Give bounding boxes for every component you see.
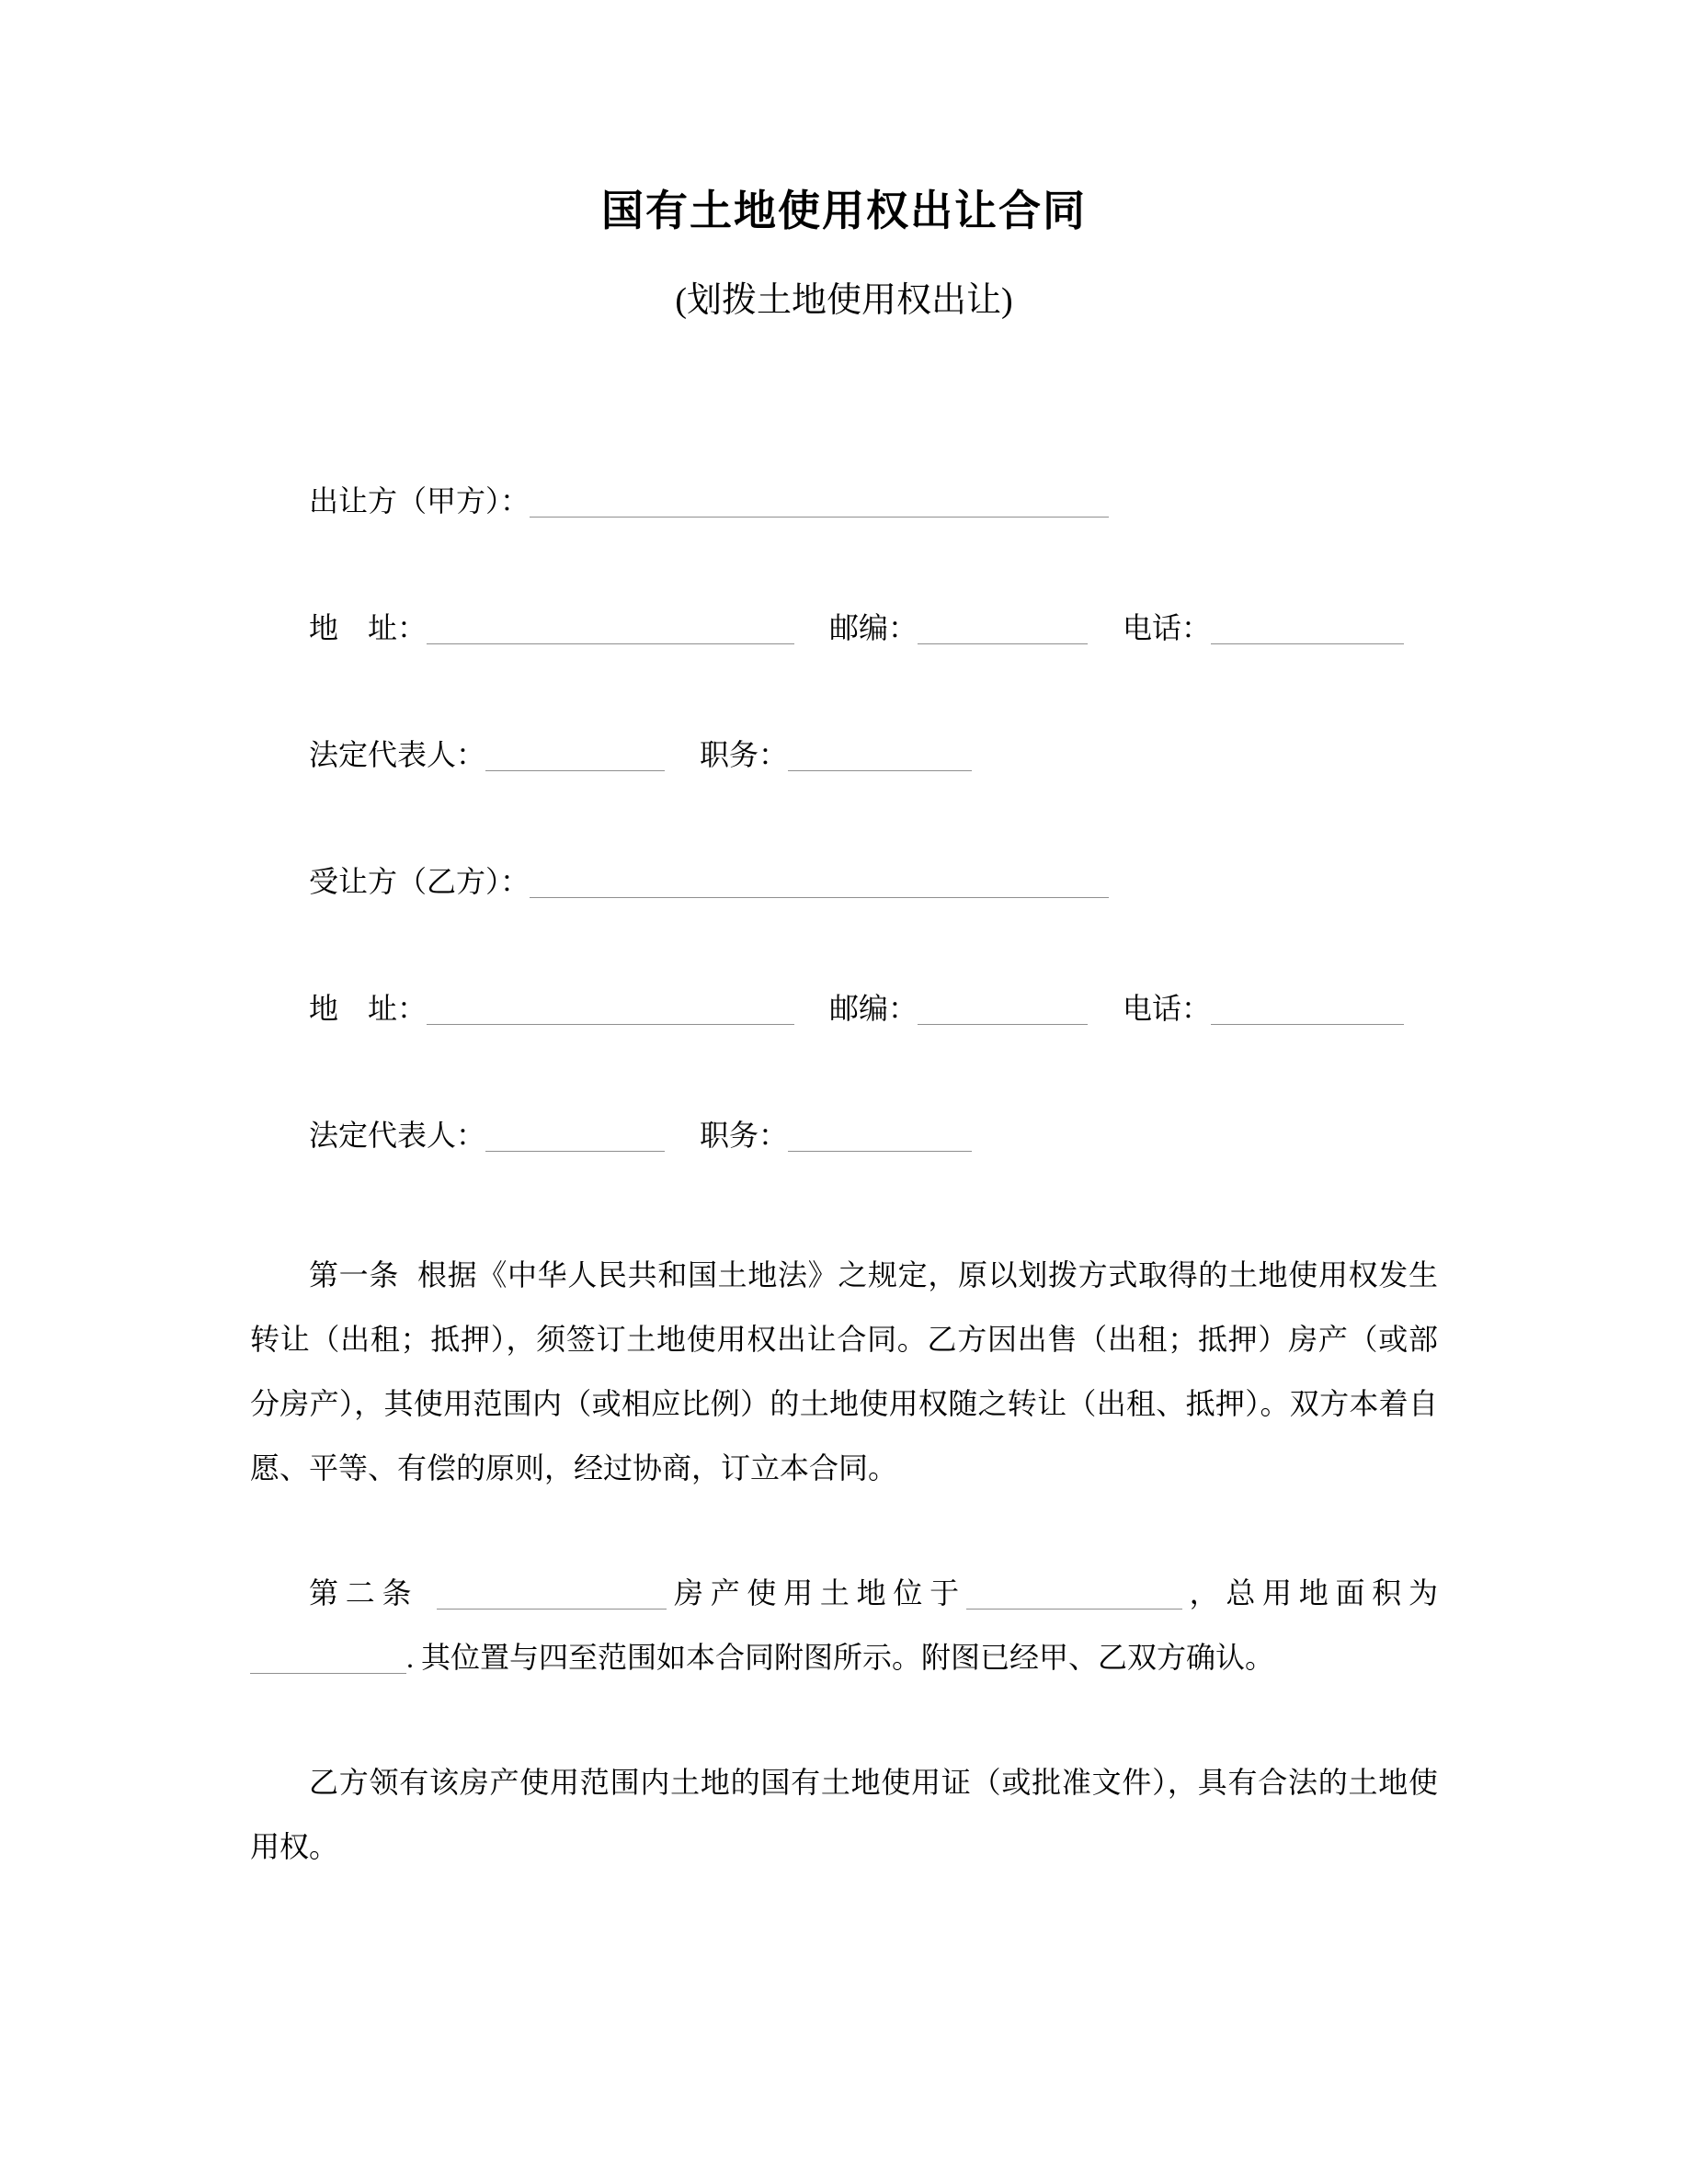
party-b-postcode-label: 邮编：: [829, 992, 918, 1025]
party-b-phone-label: 电话：: [1123, 992, 1212, 1025]
party-b-postcode-blank[interactable]: [918, 994, 1088, 1025]
article-2-segment-2: ，总用地面积为: [1181, 1576, 1438, 1610]
party-a-phone-label: 电话：: [1123, 611, 1212, 644]
party-b-address-label: 地 址：: [309, 992, 428, 1025]
party-a-phone-blank[interactable]: [1211, 613, 1404, 644]
party-b-address-line: [250, 989, 1438, 1028]
article-2-paragraph: [250, 1561, 1438, 1689]
document-title: 国有土地使用权出让合同: [601, 188, 1087, 234]
party-a-name-blank[interactable]: [530, 486, 1109, 518]
closing-paragraph: 乙方领有该房产使用范围内土地的国有土地使用证（或批准文件），具有合法的土地使用权。: [250, 1766, 1438, 1863]
article-1-body: 根据《中华人民共和国土地法》之规定，原以划拨方式取得的土地使用权发生转让（出租；抵押），须签订土地使用权出让合同。乙方因出售（出租；抵押）房产（或部分房产），其使用范围内（或相应比例）的土地使用权随之转让（出租、抵押）。双方本着自愿、平等、有偿的原则，经过协商，订立本合同。: [250, 1258, 1438, 1484]
party-b-label: 受让方（乙方）：: [309, 865, 530, 898]
article-2-segment-1: 房产使用土地位于: [667, 1576, 966, 1610]
article-2-area-blank[interactable]: [250, 1643, 406, 1674]
party-a-legal-rep-label: 法定代表人：: [309, 738, 486, 771]
party-a-line: [250, 482, 1438, 520]
party-a-legal-rep-blank[interactable]: [485, 740, 665, 771]
article-2-location-blank[interactable]: [966, 1578, 1182, 1610]
party-b-position-blank[interactable]: [788, 1120, 972, 1152]
party-a-rep-line: [250, 735, 1438, 774]
party-a-postcode-label: 邮编：: [829, 611, 918, 644]
party-a-label: 出让方（甲方）：: [309, 484, 530, 518]
party-b-phone-blank[interactable]: [1211, 994, 1404, 1025]
document-subtitle: (划拨土地使用权出让): [675, 281, 1013, 320]
party-b-legal-rep-label: 法定代表人：: [309, 1119, 486, 1152]
party-a-address-blank[interactable]: [427, 613, 794, 644]
article-1-heading: 第一条: [309, 1258, 399, 1291]
party-b-line: [250, 862, 1438, 901]
article-1-paragraph: [250, 1243, 1438, 1500]
party-a-position-label: 职务：: [700, 738, 789, 771]
article-2-segment-3: . 其位置与四至范围如本合同附图所示。附图已经甲、乙双方确认。: [406, 1641, 1275, 1674]
party-b-legal-rep-blank[interactable]: [485, 1120, 665, 1152]
party-b-address-blank[interactable]: [427, 994, 794, 1025]
party-a-postcode-blank[interactable]: [918, 613, 1088, 644]
party-b-rep-line: [250, 1116, 1438, 1155]
party-a-position-blank[interactable]: [788, 740, 972, 771]
article-2-property-blank[interactable]: [437, 1578, 667, 1610]
party-a-address-label: 地 址：: [309, 611, 428, 644]
party-a-address-line: [250, 609, 1438, 647]
article-2-heading: 第二条: [309, 1576, 419, 1610]
party-b-name-blank[interactable]: [530, 867, 1109, 898]
party-b-position-label: 职务：: [700, 1119, 789, 1152]
